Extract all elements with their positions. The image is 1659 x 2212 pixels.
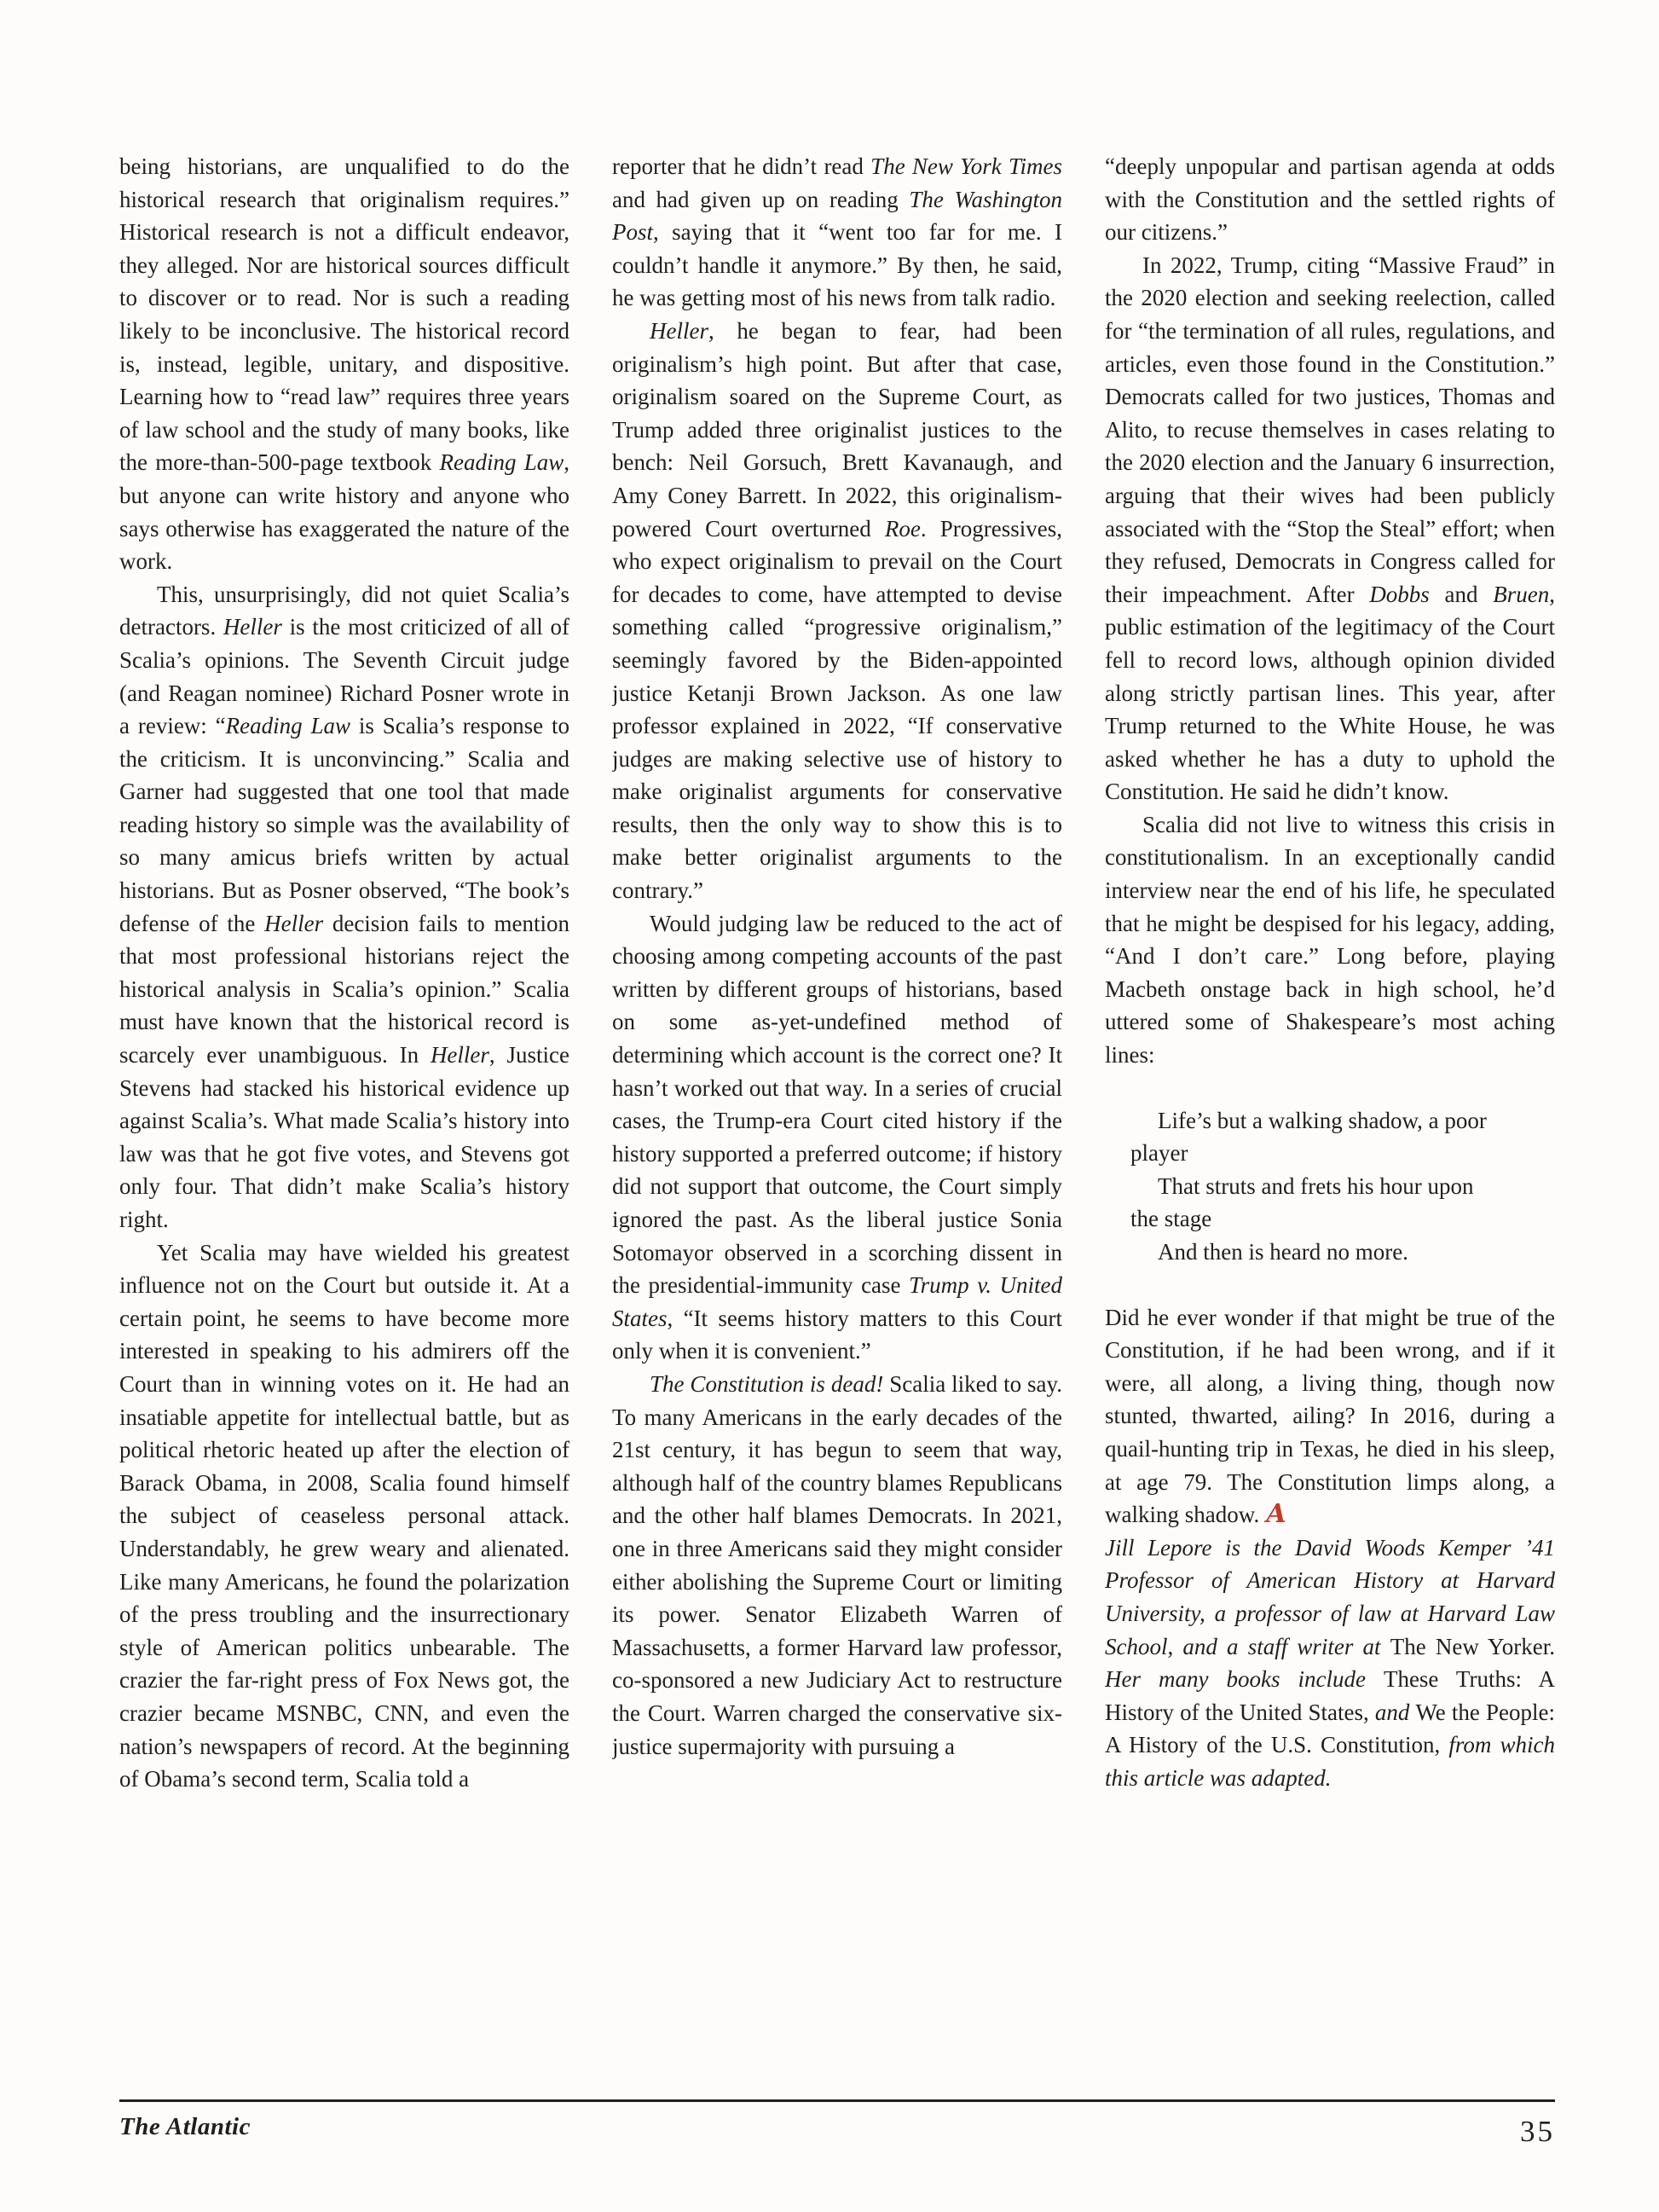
text-column-2 <box>612 150 1062 2088</box>
text-segment: Scalia did not live to witness this crisis in constitutionalism. In an exceptionally candid interview near the end of his life, he speculated that he might be despised for his legacy, adding, “And I don’t care.” Long before, playing Macbeth onstage back in high school, he’d uttered some of Shakespeare’s most aching lines: <box>1105 811 1555 1068</box>
verse-line: Life’s but a walking shadow, a poor <box>1158 1107 1487 1133</box>
paragraph <box>119 1236 569 1796</box>
author-bio <box>1105 1532 1555 1795</box>
verse-line: the stage <box>1130 1206 1212 1232</box>
text-segment: Roe <box>884 515 921 541</box>
text-segment: Reading Law <box>225 713 351 739</box>
paragraph <box>1105 249 1555 808</box>
text-segment: The Constitution is dead! <box>650 1370 884 1397</box>
paragraph <box>119 150 569 578</box>
text-segment: Yet Scalia may have wielded his greatest influence not on the Court but outside it. At a certain point, he seems to have become more interested in speaking to his admirers off the Court than in winning votes on it. He had an insatiable appetite for intellectual battle, but as political rhetoric heated up after the election of Barack Obama, in 2008, Scalia found himself the subject of ceaseless personal attack. Understandably, he grew weary and alienated. Like many Americans, he found the polarization of the press troubling and the insurrectionary style of American politics unbearable. The crazier the far-right press of Fox News got, the crazier became MSNBC, CNN, and even the nation’s newspapers of record. At the beginning of Obama’s second term, Scalia told a <box>119 1239 569 1792</box>
verse-line: And then is heard no more. <box>1158 1239 1408 1265</box>
paragraph <box>612 1368 1062 1763</box>
text-segment: decision fails to mention that most professional historians reject the historical analysis in Scalia’s opinion.” Scalia must have known that the historical record is scarcely ever unambiguous. In <box>119 910 569 1068</box>
text-segment: and had given up on reading <box>612 186 910 212</box>
text-segment: Heller <box>223 614 282 640</box>
text-segment: , he began to fear, had been originalism’s high point. But after that case, originalism soared on the Supreme Court, as Trump added three originalist justices to the bench: Neil Gorsuch, Brett Kavanaugh, and Amy Coney Barrett. In 2022, this originalism-powered Court overturned <box>612 317 1062 541</box>
text-segment: , public estimation of the legitimacy of the Court fell to record lows, although opinion divided along strictly partisan lines. This year, after Trump returned to the White House, he was asked whether he has a duty to uphold the Constitution. He said he didn’t know. <box>1105 581 1555 805</box>
text-segment: This, unsurprisingly, did not quiet Scalia’s detractors. <box>119 581 569 640</box>
text-column-1 <box>119 150 569 2088</box>
paragraph <box>1105 808 1555 1072</box>
text-segment: and <box>1429 581 1494 607</box>
paragraph <box>1105 1301 1555 1532</box>
text-segment: , but anyone can write history and anyone who says otherwise has exaggerated the nature of the work. <box>119 449 569 575</box>
footer-rule <box>119 2099 1555 2102</box>
text-segment: Bruen <box>1493 581 1550 607</box>
verse-line: That struts and frets his hour upon <box>1158 1173 1474 1199</box>
text-segment: . Progressives, who expect originalism to prevail on the Court for decades to come, have attempted to devise something called “progressive originalism,” seemingly favored by the Biden-appointed justice Ketanji Brown Jackson. As one law professor explained in 2022, “If conservative judges are making selective use of history to make originalist arguments for conservative results, then the only way to show this is to make better originalist arguments to the contrary.” <box>612 515 1062 904</box>
text-segment: , “It seems history matters to this Court only when it is convenient.” <box>612 1305 1062 1364</box>
text-segment: and <box>1368 1699 1416 1725</box>
text-segment: Heller <box>264 910 324 936</box>
text-segment: , Justice Stevens had stacked his historical evidence up against Scalia’s. What made Scalia’s history into law was that he got five votes, and Stevens got only four. That didn’t make Scalia’s history right. <box>119 1042 569 1232</box>
text-segment: The Washington Post <box>612 186 1062 246</box>
paragraph <box>612 315 1062 907</box>
text-segment: Jill Lepore is the David Woods Kemper ’41 Professor of American History at Harvard University, a professor of law at Harvard Law School, and a staff writer at <box>1105 1534 1555 1659</box>
text-segment: The New York Times <box>870 153 1062 179</box>
text-segment: Scalia liked to say. To many Americans in the early decades of the 21st century, it has begun to seem that way, although half of the country blames Republicans and the other half blames Democrats. In 2021, one in three Americans said they might consider either abolishing the Supreme Court or limiting its power. Senator Elizabeth Warren of Massachusetts, a former Harvard law professor, co-sponsored a new Judiciary Act to restructure the Court. Warren charged the conservative six-justice supermajority with pursuing a <box>612 1370 1062 1759</box>
text-segment: Heller <box>650 317 708 344</box>
text-segment: These Truths: A History of the United States, <box>1105 1666 1555 1725</box>
paragraph <box>612 907 1062 1368</box>
paragraph <box>612 150 1062 315</box>
magazine-title: The Atlantic <box>119 2113 251 2140</box>
text-segment: is Scalia’s response to the criticism. It is unconvincing.” Scalia and Garner had suggested that one tool that made reading history so simple was the availability of so many amicus briefs written by actual historians. But as Posner observed, “The book’s defense of the <box>119 713 569 936</box>
paragraph <box>119 578 569 1236</box>
text-segment: , saying that it “went too far for me. I couldn’t handle it anymore.” By then, he said, he was getting most of his news from talk radio. <box>612 219 1062 311</box>
text-segment: Heller <box>430 1042 489 1068</box>
paragraph <box>1105 150 1555 249</box>
text-segment: Her many books include <box>1105 1666 1384 1693</box>
text-segment: being historians, are unqualified to do the historical research that originalism requires.” Historical research is not a difficult endeavor, they alleged. Nor are historical sources difficult to discover or to read. Nor is such a reading likely to be inconclusive. The historical record is, instead, legible, unitary, and dispositive. Learning how to “read law” requires three years of law school and the study of many books, like the more-than-500-page textbook <box>119 153 569 476</box>
text-segment: Would judging law be reduced to the act of choosing among competing accounts of the past written by different groups of historians, based on some as-yet-undefined method of determining which account is the correct one? It hasn’t worked out that way. In a series of crucial cases, the Trump-era Court cited history if the history supported a preferred outcome; if history did not support that outcome, the Court simply ignored the past. As the liberal justice Sonia Sotomayor observed in a scorching dissent in the presidential-immunity case <box>612 910 1062 1299</box>
text-segment: Reading Law <box>439 449 564 476</box>
text-segment: is the most criticized of all of Scalia’s opinions. The Seventh Circuit judge (and Reagan nominee) Richard Posner wrote in a review: “ <box>119 614 569 739</box>
text-segment: Dobbs <box>1369 581 1430 607</box>
text-segment: “deeply unpopular and partisan agenda at odds with the Constitution and the settled rights of our citizens.” <box>1105 153 1555 246</box>
text-segment: from which this article was adapted. <box>1105 1732 1555 1791</box>
text-segment: Trump v. United States <box>612 1272 1062 1331</box>
text-segment: The New Yorker. <box>1390 1633 1555 1659</box>
text-segment: reporter that he didn’t read <box>612 153 871 179</box>
verse-line: player <box>1130 1140 1188 1167</box>
text-column-3 <box>1105 150 1555 2088</box>
text-segment: We the People: A History of the U.S. Constitution, <box>1105 1699 1555 1758</box>
text-segment: Did he ever wonder if that might be true of the Constitution, if he had been wrong, and if it were, all along, a living thing, though now stunted, thwarted, ailing? In 2016, during a quail-hunting trip in Texas, he died in his sleep, at age 79. The Constitution limps along, a walking shadow. <box>1105 1304 1555 1528</box>
verse-quote <box>1105 1104 1555 1269</box>
end-of-article-mark: A <box>1266 1499 1286 1530</box>
text-segment: In 2022, Trump, citing “Massive Fraud” in the 2020 election and seeking reelection, called for “the termination of all rules, regulations, and articles, even those found in the Constitution.” Democrats called for two justices, Thomas and Alito, to recuse themselves in cases relating to the 2020 election and the January 6 insurrection, arguing that their wives had been publicly associated with the “Stop the Steal” effort; when they refused, Democrats in Congress called for their impeachment. After <box>1105 252 1555 607</box>
page-number: 35 <box>1520 2115 1555 2148</box>
